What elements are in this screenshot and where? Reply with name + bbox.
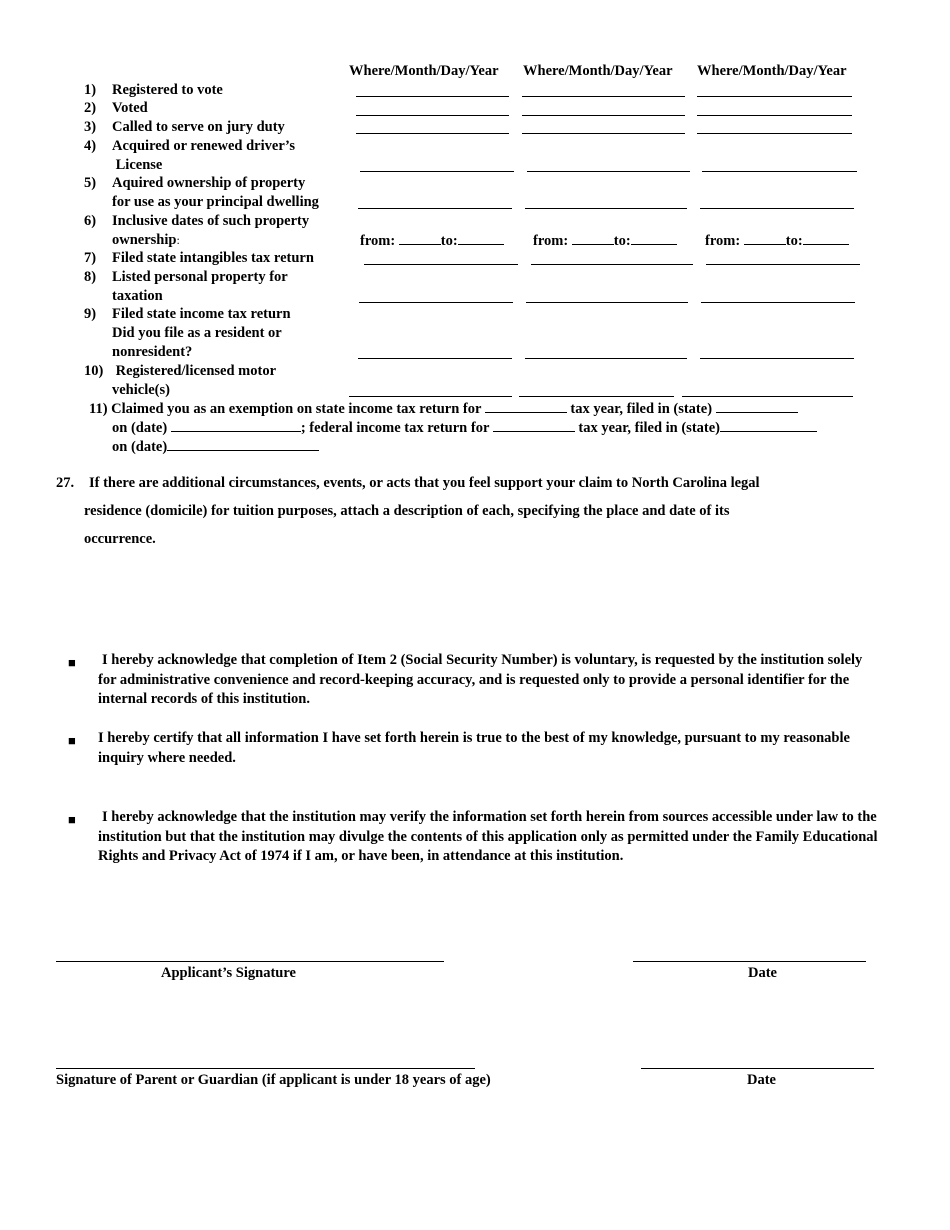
- item-5-field-1[interactable]: [358, 208, 512, 209]
- federal-state-field[interactable]: [720, 418, 817, 432]
- question-27-number: 27.: [56, 475, 75, 491]
- from-label: from:: [360, 233, 396, 249]
- acknowledgement-verify: I hereby acknowledge that the institution may verify the information set forth herein from sources accessible under law to the institution but that the institution may divulge the contents of this application only as permitted under the Family Educational Rights and Privacy Act of 1974 if I am, or have been, in attendance at this institution.: [98, 809, 878, 864]
- item-9-field-1[interactable]: [358, 358, 512, 359]
- item-label: vehicle(s): [112, 382, 170, 398]
- item-2-field-3[interactable]: [697, 115, 852, 116]
- item-5-field-3[interactable]: [700, 208, 854, 209]
- to-label: to:: [613, 233, 631, 249]
- item-label: [112, 231, 180, 249]
- item-3-field-3[interactable]: [697, 133, 852, 134]
- item-label-colon: :: [176, 233, 180, 247]
- item-10-field-2[interactable]: [519, 396, 674, 397]
- from-label: from:: [705, 233, 741, 249]
- column-header-3: Where/Month/Day/Year: [697, 63, 847, 79]
- item-10-field-3[interactable]: [682, 396, 853, 397]
- question-27-text: If there are additional circumstances, events, or acts that you feel support your claim to North Carolina legal: [89, 475, 760, 491]
- acknowledgement-ssn: I hereby acknowledge that completion of Item 2 (Social Security Number) is voluntary, is requested by the institution solely for administrative convenience and record-keeping accuracy, and is requested only to provide a personal identifier for the internal records of this institution.: [98, 652, 863, 707]
- applicant-date-line[interactable]: [633, 961, 866, 962]
- item-number: 7): [84, 250, 97, 266]
- from-date-field[interactable]: [572, 231, 614, 245]
- ownership-dates-2: [533, 231, 677, 250]
- from-label: from:: [533, 233, 569, 249]
- item-label: Listed personal property for: [112, 269, 288, 285]
- to-date-field[interactable]: [803, 231, 849, 245]
- ownership-dates-1: [360, 231, 504, 250]
- item-5-field-2[interactable]: [525, 208, 687, 209]
- item-label: License: [112, 157, 163, 173]
- item-7-field-1[interactable]: [364, 264, 518, 265]
- applicant-date-label: Date: [748, 965, 777, 981]
- bullet-icon: ■: [68, 812, 76, 827]
- item-8-field-3[interactable]: [701, 302, 855, 303]
- date-field[interactable]: [171, 418, 301, 432]
- item-9-field-2[interactable]: [525, 358, 687, 359]
- item-11-text: ; federal income tax return for: [300, 420, 490, 436]
- item-7-field-2[interactable]: [531, 264, 693, 265]
- item-label: Aquired ownership of property: [112, 175, 306, 191]
- item-number: 3): [84, 119, 97, 135]
- to-date-field[interactable]: [631, 231, 677, 245]
- item-11-line-1: [89, 399, 798, 418]
- column-header-1: Where/Month/Day/Year: [349, 63, 499, 79]
- item-8-field-1[interactable]: [359, 302, 513, 303]
- item-2-field-2[interactable]: [522, 115, 685, 116]
- item-number: 6): [84, 213, 97, 229]
- item-11-text: Claimed you as an exemption on state income tax return for: [111, 401, 482, 417]
- item-label: Voted: [112, 100, 148, 116]
- item-11-text: on (date): [112, 420, 168, 436]
- item-10-field-1[interactable]: [349, 396, 512, 397]
- item-number: 2): [84, 100, 97, 116]
- from-date-field[interactable]: [744, 231, 786, 245]
- item-2-field-1[interactable]: [356, 115, 509, 116]
- parent-signature-line[interactable]: [56, 1068, 475, 1069]
- item-label: Called to serve on jury duty: [112, 119, 285, 135]
- item-11-line-3: [112, 437, 319, 456]
- item-label: Inclusive dates of such property: [112, 213, 310, 229]
- column-header-2: Where/Month/Day/Year: [523, 63, 673, 79]
- question-27-text: occurrence.: [84, 531, 156, 547]
- item-label-text: ownership: [112, 232, 177, 248]
- item-number: 8): [84, 269, 97, 285]
- item-1-field-1[interactable]: [356, 96, 509, 97]
- item-4-field-2[interactable]: [527, 171, 690, 172]
- item-label: for use as your principal dwelling: [112, 194, 319, 210]
- item-number: 5): [84, 175, 97, 191]
- federal-date-field[interactable]: [167, 437, 319, 451]
- bullet-icon: ■: [68, 733, 76, 748]
- acknowledgement-certify: I hereby certify that all information I have set forth herein is true to the best of my knowledge, pursuant to my reasonable inquiry where needed.: [98, 730, 850, 766]
- item-number: 1): [84, 82, 97, 98]
- item-label: Registered to vote: [112, 82, 223, 98]
- parent-date-line[interactable]: [641, 1068, 874, 1069]
- item-number: 9): [84, 306, 97, 322]
- tax-year-field[interactable]: [485, 399, 567, 413]
- from-date-field[interactable]: [399, 231, 441, 245]
- question-27-text: residence (domicile) for tuition purposes, attach a description of each, specifying the place and date of its: [84, 503, 730, 519]
- applicant-signature-line[interactable]: [56, 961, 444, 962]
- item-label: Filed state income tax return: [112, 306, 291, 322]
- ownership-dates-3: [705, 231, 849, 250]
- bullet-icon: ■: [68, 655, 76, 670]
- item-7-field-3[interactable]: [706, 264, 860, 265]
- item-1-field-3[interactable]: [697, 96, 852, 97]
- to-label: to:: [440, 233, 458, 249]
- item-4-field-1[interactable]: [360, 171, 514, 172]
- item-label: nonresident?: [112, 344, 193, 360]
- item-number: 11): [89, 401, 108, 417]
- item-4-field-3[interactable]: [702, 171, 857, 172]
- item-11-text: on (date): [112, 439, 168, 455]
- item-3-field-1[interactable]: [356, 133, 509, 134]
- to-label: to:: [785, 233, 803, 249]
- item-3-field-2[interactable]: [522, 133, 685, 134]
- state-field[interactable]: [716, 399, 798, 413]
- item-9-field-3[interactable]: [700, 358, 854, 359]
- item-number: 4): [84, 138, 97, 154]
- applicant-signature-label: Applicant’s Signature: [161, 965, 296, 981]
- item-label: Did you file as a resident or: [112, 325, 282, 341]
- item-label: Filed state intangibles tax return: [112, 250, 314, 266]
- item-1-field-2[interactable]: [522, 96, 685, 97]
- parent-date-label: Date: [747, 1072, 776, 1088]
- federal-tax-year-field[interactable]: [493, 418, 575, 432]
- parent-signature-label: Signature of Parent or Guardian (if applicant is under 18 years of age): [56, 1072, 491, 1088]
- item-label: Acquired or renewed driver’s: [112, 138, 295, 154]
- to-date-field[interactable]: [458, 231, 504, 245]
- item-8-field-2[interactable]: [526, 302, 688, 303]
- item-11-text: tax year, filed in (state): [570, 401, 713, 417]
- item-11-text: tax year, filed in (state): [578, 420, 720, 436]
- item-number: 10): [84, 363, 104, 379]
- item-label: taxation: [112, 288, 163, 304]
- item-label: Registered/licensed motor: [112, 363, 277, 379]
- item-11-line-2: [112, 418, 817, 437]
